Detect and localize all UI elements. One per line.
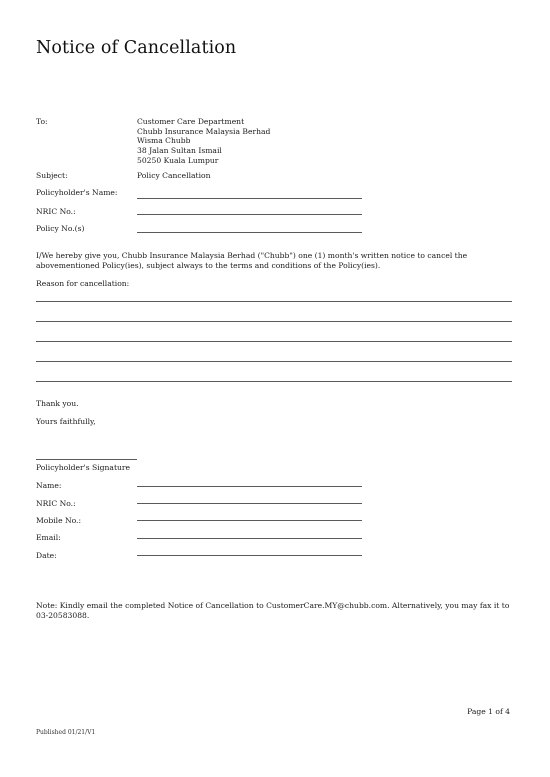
name-label: Name: — [36, 481, 62, 490]
address-line: Customer Care Department — [137, 117, 245, 126]
policy-no-label: Policy No.(s) — [36, 224, 85, 233]
address-line: 38 Jalan Sultan Ismail — [137, 146, 222, 156]
to-label: To: — [36, 117, 48, 126]
signature-line[interactable] — [36, 459, 137, 460]
nric-field[interactable] — [137, 503, 362, 504]
thank-you-text: Thank you. — [36, 399, 79, 408]
nric-label: NRIC No.: — [36, 499, 76, 508]
notice-paragraph: I/We hereby give you, Chubb Insurance Malaysia Berhad ("Chubb") one (1) month's written notice to cancel the abovementioned Policy(ies), subject always to the terms and conditions of the Policy(ies). — [36, 251, 468, 270]
reason-line[interactable] — [36, 341, 512, 342]
policyholder-name-label: Policyholder's Name: — [36, 188, 118, 197]
published-label: Published 01/21/V1 — [36, 729, 96, 736]
reason-line[interactable] — [36, 321, 512, 322]
nric-field[interactable] — [137, 214, 362, 215]
policyholder-name-field[interactable] — [137, 198, 362, 199]
reason-line[interactable] — [36, 361, 512, 362]
policy-no-field[interactable] — [137, 232, 362, 233]
name-field[interactable] — [137, 486, 362, 487]
closing-text: Yours faithfully, — [36, 417, 96, 426]
address-line: Wisma Chubb — [137, 136, 191, 146]
note-text: Note: Kindly email the completed Notice of Cancellation to CustomerCare.MY@chubb.com. Alternatively, you may fax it to 03-20583088. — [36, 601, 510, 620]
address-line: Chubb Insurance Malaysia Berhad — [137, 126, 271, 136]
mobile-field[interactable] — [137, 520, 362, 521]
mobile-label: Mobile No.: — [36, 516, 82, 525]
date-label: Date: — [36, 551, 57, 560]
recipient-address — [137, 117, 270, 166]
reason-label: Reason for cancellation: — [36, 279, 130, 288]
email-field[interactable] — [137, 538, 362, 539]
subject-label: Subject: — [36, 171, 68, 180]
address-line: 50250 Kuala Lumpur — [137, 155, 219, 165]
reason-line[interactable] — [36, 381, 512, 382]
nric-label: NRIC No.: — [36, 207, 76, 216]
page-number: Page 1 of 4 — [467, 707, 510, 716]
signature-label: Policyholder's Signature — [36, 463, 131, 472]
email-label: Email: — [36, 533, 61, 542]
date-field[interactable] — [137, 555, 362, 556]
subject-value: Policy Cancellation — [137, 171, 211, 180]
page-title: Notice of Cancellation — [36, 38, 237, 58]
reason-line[interactable] — [36, 301, 512, 302]
